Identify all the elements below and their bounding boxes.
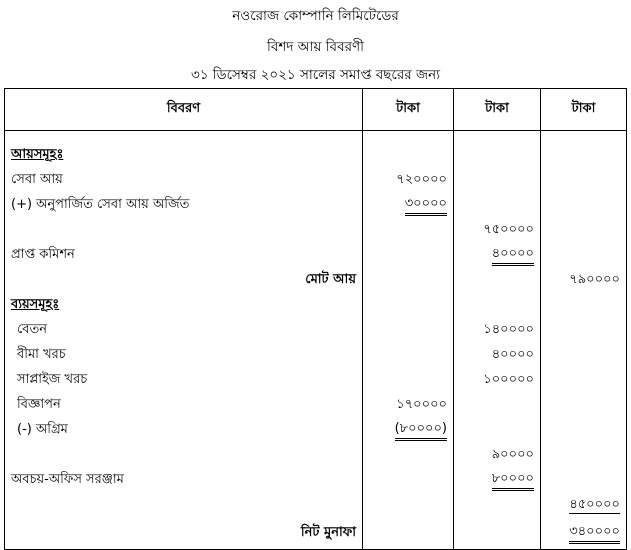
table-row <box>5 218 627 243</box>
column-header-amount-2: টাকা <box>454 89 541 131</box>
table-row <box>5 468 627 493</box>
statement-period: ৩১ ডিসেম্বর ২০২১ সালের সমাপ্ত বছরের জন্য <box>190 67 441 83</box>
table-row <box>5 368 627 393</box>
table-row <box>5 493 627 518</box>
income-statement-table <box>4 88 627 550</box>
insurance-value: ৪০০০০ <box>454 343 541 368</box>
supplies-label: সাপ্লাইজ খরচ <box>5 368 363 393</box>
table-row <box>5 318 627 343</box>
unearned-income-label: (+) অনুপার্জিত সেবা আয় অর্জিত <box>5 193 363 218</box>
advance-value: (৮০০০০) <box>395 421 447 441</box>
advertising-label: বিজ্ঞাপন <box>5 393 363 418</box>
total-expenses-value: ৪৫০০০০ <box>569 497 620 512</box>
table-row <box>5 418 627 443</box>
column-header-amount-1: টাকা <box>363 89 454 131</box>
table-row <box>5 343 627 368</box>
service-income-total: ৭৫০০০০ <box>454 218 541 243</box>
depreciation-label: অবচয়-অফিস সরঞ্জাম <box>5 468 363 493</box>
column-header-description: বিবরণ <box>5 89 363 131</box>
table-row <box>5 193 627 218</box>
net-profit-value: ৩৪০০০০ <box>569 524 620 544</box>
advertising-value: ১৭০০০০ <box>363 393 454 418</box>
spacer-row <box>5 131 627 144</box>
net-profit-label: নিট মুনাফা <box>5 518 363 550</box>
column-header-amount-3: টাকা <box>541 89 627 131</box>
table-row <box>5 293 627 318</box>
income-heading: আয়সমূহঃ <box>11 147 64 162</box>
salary-value: ১৪০০০০ <box>454 318 541 343</box>
company-name: নওরোজ কোম্পানি লিমিটেডের <box>232 8 399 24</box>
advance-label: (-) অগ্রিম <box>5 418 363 443</box>
unearned-income-value: ৩০০০০ <box>405 196 447 216</box>
table-row <box>5 243 627 268</box>
salary-label: বেতন <box>5 318 363 343</box>
table-row <box>5 168 627 193</box>
total-income-value: ৭৯০০০০ <box>569 272 620 287</box>
commission-value: ৪০০০০ <box>492 246 534 266</box>
commission-label: প্রাপ্ত কমিশন <box>5 243 363 268</box>
total-income-label: মোট আয় <box>5 268 363 293</box>
statement-title: বিশদ আয় বিবরণী <box>266 39 365 55</box>
insurance-label: বীমা খরচ <box>5 343 363 368</box>
depreciation-value: ৮০০০০ <box>492 471 534 491</box>
supplies-value: ১০০০০০ <box>454 368 541 393</box>
service-income-label: সেবা আয় <box>5 168 363 193</box>
table-row <box>5 443 627 468</box>
table-row <box>5 393 627 418</box>
table-row <box>5 268 627 293</box>
table-row <box>5 143 627 168</box>
advertising-net-value: ৯০০০০ <box>454 443 541 468</box>
table-header-row <box>5 89 627 131</box>
table-row <box>5 518 627 550</box>
expenses-heading: ব্যয়সমূহঃ <box>11 297 60 312</box>
service-income-value: ৭২০০০০ <box>363 168 454 193</box>
